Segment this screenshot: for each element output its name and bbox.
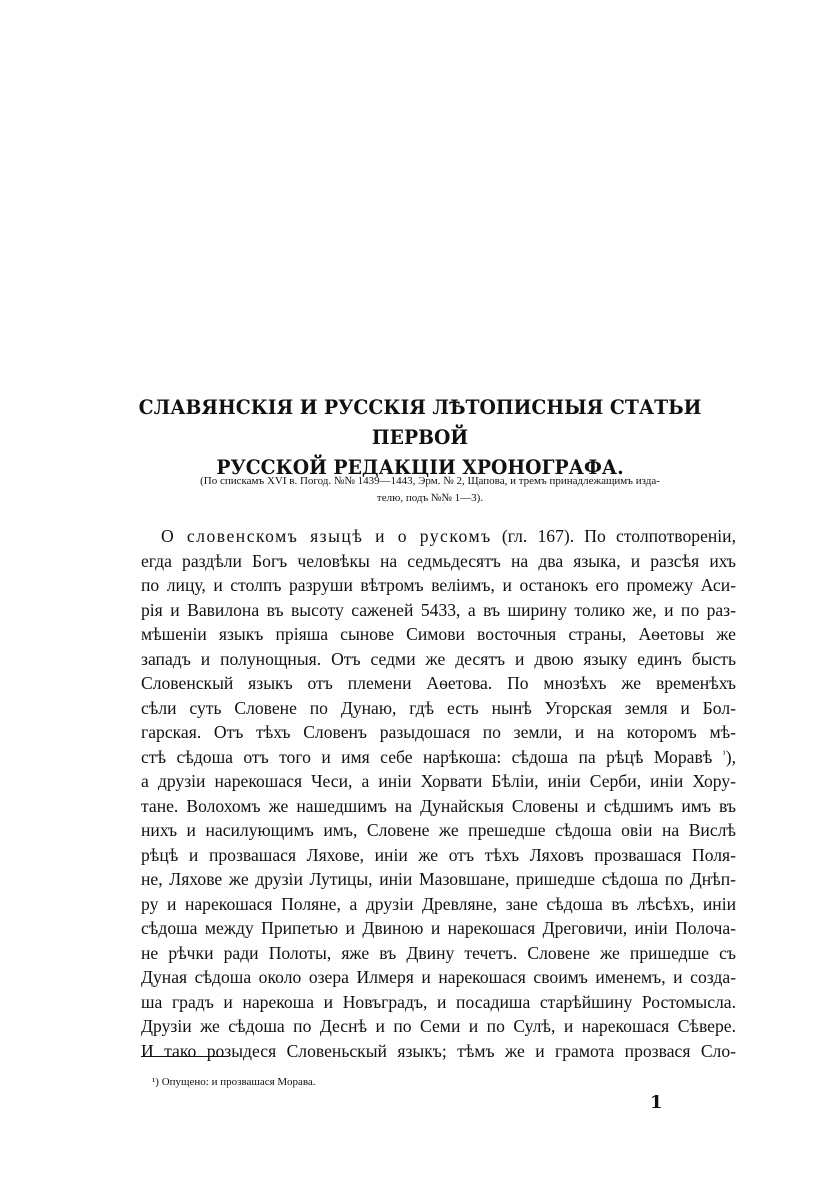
body-line: рія и Вавилона въ высоту саженей 5433, а въ ширину толико же, и по раз- [141,599,736,620]
footnote-marker: ¹ [722,748,726,760]
body-line: сѣдоша между Припетью и Двиною и нарекошася Дреговичи, иніи Полоча- [141,918,736,938]
body-line: нихъ и насилующимъ имъ, Словене же прешедше сѣдоша овіи на Вислѣ [141,820,736,840]
body-text [141,524,736,1063]
body-line: ша градъ и нарекоша и Новъградъ, и посадиша старѣйшину Ростомысла. [141,991,736,1012]
footnote: ¹) Опущено: и прозвашася Морава. [152,1076,316,1088]
document-title [138,392,702,482]
chapter-heading-rest: (гл. 167). По столпотвореніи, [491,526,736,546]
body-line: егда раздѣли Богъ человѣкы на седмьдесятъ на два языка, и разсѣя ихъ [141,550,736,571]
body-line-text: ), [725,746,736,767]
body-line: мѣшеніи языкъ пріяша сынове Симови восточныя страны, Аѳетовы же [141,624,736,644]
body-line: не рѣчки ради Полоты, яже въ Двину течетъ. Словене же пришедше съ [141,942,736,963]
body-line-text: стѣ сѣдоша отъ того и имя себе нарѣкоша: сѣдоша па рѣцѣ Моравѣ [141,746,713,767]
title-line-1: СЛАВЯНСКІЯ И РУССКІЯ ЛѢТОПИСНЫЯ СТАТЬИ ПЕРВОЙ [138,395,702,449]
body-line: И тако розыдеся Словеньскый языкъ; тѣмъ же и грамота прозвася Сло- [141,1040,736,1061]
body-line: западъ и полунощныя. Отъ седми же десятъ и двою языку единъ бысть [141,648,736,669]
body-line: Словенскый языкъ отъ племени Аѳетова. По мнозѣхъ же временѣхъ [141,673,736,693]
chapter-heading: О словенскомъ языцѣ и о рускомъ [161,526,492,546]
body-line: не, Ляхове же друзіи Лутицы, иніи Мазовшане, пришедше сѣдоша по Днѣп- [141,869,736,889]
body-line: по лицу, и столпъ разруши вѣтромъ веліимъ, и останокъ его промежу Аси- [141,575,736,595]
body-line: ру и нарекошася Поляне, а друзіи Древляне, зане сѣдоша въ лѣсѣхъ, иніи [141,893,736,914]
body-line [141,745,736,770]
document-subtitle [140,473,720,507]
body-line: Друзіи же сѣдоша по Деснѣ и по Семи и по Сулѣ, и нарекошася Сѣвере. [141,1016,736,1036]
body-line: Дуная сѣдоша около озера Илмеря и нарекошася своимъ именемъ, и созда- [141,967,736,987]
body-line: а друзіи нарекошася Чеси, а иніи Хорвати Бѣліи, иніи Серби, иніи Хору- [141,771,736,791]
body-line: тане. Волохомъ же нашедшимъ на Дунайскыя Словены и сѣдшимъ имъ въ [141,795,736,816]
page-number: 1 [650,1092,663,1113]
body-line: гарская. Отъ тѣхъ Словенъ разыдошася по земли, и на которомъ мѣ- [141,722,736,742]
body-line: сѣли суть Словене по Дунаю, гдѣ есть нынѣ Угорская земля и Бол- [141,697,736,718]
title-line-2: РУССКОЙ РЕДАКЦІИ ХРОНОГРАФА. [216,455,624,479]
subtitle-line-1: (По спискамъ XVI в. Погод. №№ 1439—1443, Эрм. № 2, Щапова, и тремъ принадлежащимъ изда- [200,475,660,487]
body-line [141,524,736,549]
subtitle-line-2: телю, подъ №№ 1—3). [376,492,484,504]
footnote-divider [141,1056,229,1057]
body-line: рѣцѣ и прозвашася Ляхове, иніи же отъ тѣхъ Ляховъ прозвашася Поля- [141,844,736,865]
